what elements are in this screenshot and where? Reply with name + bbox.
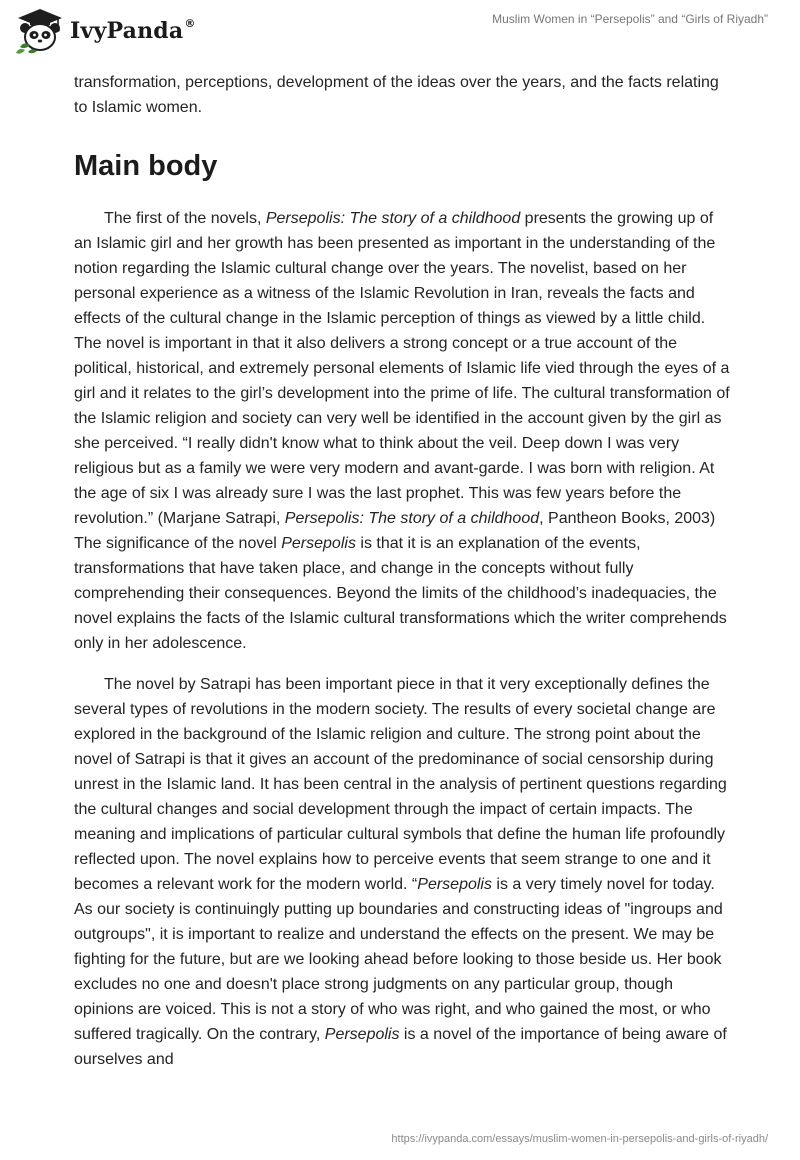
page-header — [0, 0, 800, 62]
p2-italic-title-1: Persepolis — [417, 876, 492, 893]
p1-text-g: is that it is an explanation of the events, transformations that have taken place, and change in the concepts without fully comprehending their consequences. Beyond the limits of the childhood’s inadequacies, the novel explains the facts of the Islamic cultural transformations which the writer comprehends only in her adolescence. — [74, 535, 727, 652]
panda-graduate-icon — [14, 7, 66, 55]
p1-text-a: The first of the novels, — [104, 210, 266, 227]
registered-mark: ® — [184, 17, 196, 30]
logo-wordmark — [70, 17, 196, 44]
essay-content — [74, 70, 734, 1072]
body-paragraph-2 — [74, 672, 734, 1072]
p1-text-c: presents the growing up of an Islamic girl and her growth has been presented as important in the understanding of the notion regarding the Islamic cultural change over the years. The novelist, based on her personal experience as a witness of the Islamic Revolution in Iran, reveals the facts and effects of the cultural change in the Islamic perception of things as viewed by a little child. The novel is important in that it also delivers a strong concept or a true account of the political, historical, and extremely personal elements of Islamic life vied through the eyes of a girl and it relates to the girl’s development into the prime of life. The cultural transformation of the Islamic religion and society can very well be identified in the account given by the girl as she perceived. “I really didn't know what to think about the veil. Deep down I was very religious but as a family we were very modern and avant-garde. I was born with religion. At the age of six I was already sure I was the last prophet. This was few years before the revolution.” (Marjane Satrapi, — [74, 210, 730, 527]
source-url[interactable]: https://ivypanda.com/essays/muslim-women-in-persepolis-and-girls-of-riyadh/ — [391, 1133, 768, 1145]
intro-paragraph-tail: transformation, perceptions, development of the ideas over the years, and the facts relating to Islamic women. — [74, 74, 719, 116]
logo-text: IvyPanda — [70, 18, 184, 44]
p2-text-c: is a very timely novel for today. As our society is continuingly putting up boundaries and constructing ideas of "ingroups and outgroups", it is important to realize and understand the effects on the present. We may be fighting for the future, but are we looking ahead before looking to those beside us. Her book excludes no one and doesn't place strong judgments on any particular group, though opinions are voiced. This is not a story of who was right, and who gained the most, or who suffered tragically. On the contrary, — [74, 876, 723, 1043]
ivypanda-logo[interactable] — [14, 7, 196, 55]
p2-text-e: is a novel of the importance of being aware of ourselves and — [74, 1026, 727, 1068]
section-heading-main-body: Main body — [74, 150, 218, 182]
p1-italic-title-2: Persepolis: The story of a childhood — [284, 510, 540, 527]
p1-italic-title-3: Persepolis — [281, 535, 356, 552]
p2-italic-title-2: Persepolis — [324, 1026, 400, 1043]
p1-text-e: , Pantheon Books, 2003) The significance of the novel — [74, 510, 716, 552]
p1-italic-title-1: Persepolis: The story of a childhood — [265, 210, 521, 227]
paragraph-gap — [74, 656, 734, 672]
document-title: Muslim Women in “Persepolis” and “Girls of Riyadh” — [492, 12, 768, 26]
body-paragraph-1 — [74, 206, 734, 656]
p2-text-a: The novel by Satrapi has been important piece in that it very exceptionally defines the several types of revolutions in the modern society. The results of every societal change are explored in the background of the Islamic religion and culture. The strong point about the novel of Satrapi is that it gives an account of the predominance of social censorship during unrest in the Islamic land. It has been central in the analysis of pertinent questions regarding the cultural changes and social development through the impact of certain impacts. The meaning and implications of particular cultural symbols that define the human life profoundly reflected upon. The novel explains how to perceive events that seem strange to one and it becomes a relevant work for the modern world. “ — [74, 676, 727, 893]
